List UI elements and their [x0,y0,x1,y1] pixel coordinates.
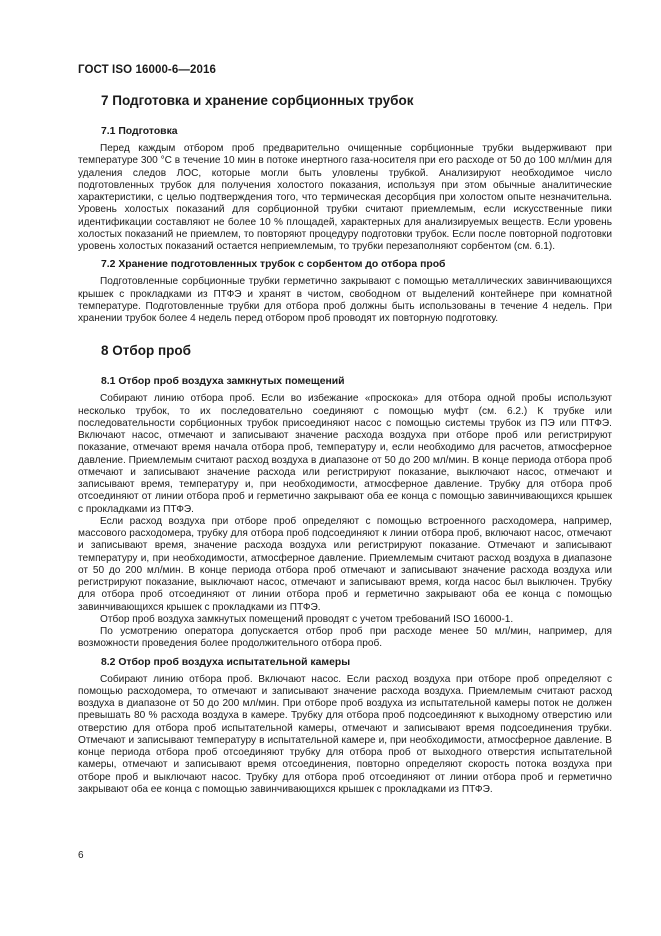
section-8-title: 8 Отбор проб [101,343,191,359]
paragraph: Отбор проб воздуха замкнутых помещений проводят с учетом требований ISO 16000-1. [100,613,514,625]
paragraph: Собирают линию отбора проб. Включают насос. Если расход воздуха при отборе проб определяют с помощью расходомера, то отмечают и записывают значение расхода воздуха. Приемлемым считают расход воздуха в диапазоне от 50 до 200 мл/мин. При отборе проб воздуха из испытательной камеры поток не должен превышать 80 % расхода воздуха в камере. Трубку для отбора проб подсоединяют к выходному отверстию или отверстию для отбора проб испытательной камеры, отмечают и записывают время подсоединения трубки. Отмечают и записывают температуру в испытательной камере и, при необходимости, атмосферное давление. В конце периода отбора проб отсоединяют трубку для отбора проб от выходного отверстия испытательной камеры, отмечают и записывают время отсоединения, повторно определяют скорость потока воздуха при отборе проб и выключают насос. Трубку для отбора проб отсоединяют от линии отбора проб и герметично закрывают оба ее конца с помощью завинчивающихся крышек с прокладками из ПТФЭ. [78,673,612,795]
subsection-8-2-title: 8.2 Отбор проб воздуха испытательной камеры [101,656,351,668]
subsection-7-2-title: 7.2 Хранение подготовленных трубок с сорбентом до отбора проб [101,259,446,271]
paragraph: По усмотрению оператора допускается отбор проб при расходе менее 50 мл/мин, например, для возможности проведения более продолжительного отбора проб. [78,626,612,650]
page-number: 6 [78,850,84,861]
page-content [78,93,612,796]
subsection-7-1-title: 7.1 Подготовка [101,126,178,137]
document-code-header: ГОСТ ISO 16000-6—2016 [78,64,216,76]
section-7-title: 7 Подготовка и хранение сорбционных трубок [101,93,414,108]
paragraph: Если расход воздуха при отборе проб определяют с помощью встроенного расходомера, например, массового расходомера, трубку для отбора проб подсоединяют к линии отбора проб, включают насос, отмечают и записывают время, значение расхода воздуха или регистрируют показание. Отмечают и записывают температуру и, при необходимости, атмосферное давление. Приемлемым считают расход воздуха в диапазоне от 50 до 200 мл/мин. В конце периода отбора проб отмечают и записывают значение расхода воздуха или регистрируют показание, выключают насос, отмечают и записывают время, когда насос был выключен. Трубку для отбора проб отсоединяют от линии отбора проб и герметично закрывают оба ее конца с помощью завинчивающихся крышек с прокладками из ПТФЭ. [78,515,612,613]
subsection-8-1-title: 8.1 Отбор проб воздуха замкнутых помещений [101,376,345,388]
paragraph: Собирают линию отбора проб. Если во избежание «проскока» для отбора одной пробы используют несколько трубок, то их последовательно соединяют с помощью муфт (см. 6.2.) К трубке или последовательности сорбционных трубок присоединяют насос с помощью системы трубок из ПЭ или ПТФЭ. Включают насос, отмечают и записывают значение расхода воздуха при отборе проб или регистрируют показание, отмечают время начала отбора проб, температуру и, если необходимо для расчетов, атмосферное давление. Приемлемым считают расход воздуха в диапазоне от 50 до 200 мл/мин. В конце периода отбора проб отмечают и записывают значение расхода или регистрируют показание, выключают насос, отмечают и записывают время, температуру и, при необходимости, атмосферное давление. Трубку для отбора проб отсоединяют от линии отбора проб и герметично закрывают оба ее конца с помощью завинчивающихся крышек с прокладками из ПТФЭ. [78,393,612,515]
paragraph: Перед каждым отбором проб предварительно очищенные сорбционные трубки выдерживают при температуре 300 °С в течение 10 мин в потоке инертного газа-носителя при его расходе от 50 до 100 мл/мин для удаления следов ЛОС, которые могли быть уловлены трубкой. Анализируют необходимое число подготовленных трубок для получения холостого показания, используя при этом обычные аналитические характеристики, с целью подтверждения того, что термическая десорбция при холостом опыте незначительна. Уровень холостых показаний для сорбционной трубки считают приемлемым, если искусственные пики идентификации составляют не более 10 % площадей, характерных для анализируемых веществ. Если уровень холостых показаний не приемлем, то повторяют процедуру подготовки трубок. Если после повторной подготовки уровень холостых показаний остается неприемлемым, то трубки перезаполняют сорбентом (см. 6.1). [78,143,612,252]
paragraph: Подготовленные сорбционные трубки герметично закрывают с помощью металлических завинчивающихся крышек с прокладками из ПТФЭ и хранят в чистом, свободном от выделений контейнере при комнатной температуре. Подготовленные трубки для отбора проб должны быть использованы в течение 4 недель. При хранении трубок более 4 недель перед отбором проб проводят их повторную подготовку. [78,276,612,324]
